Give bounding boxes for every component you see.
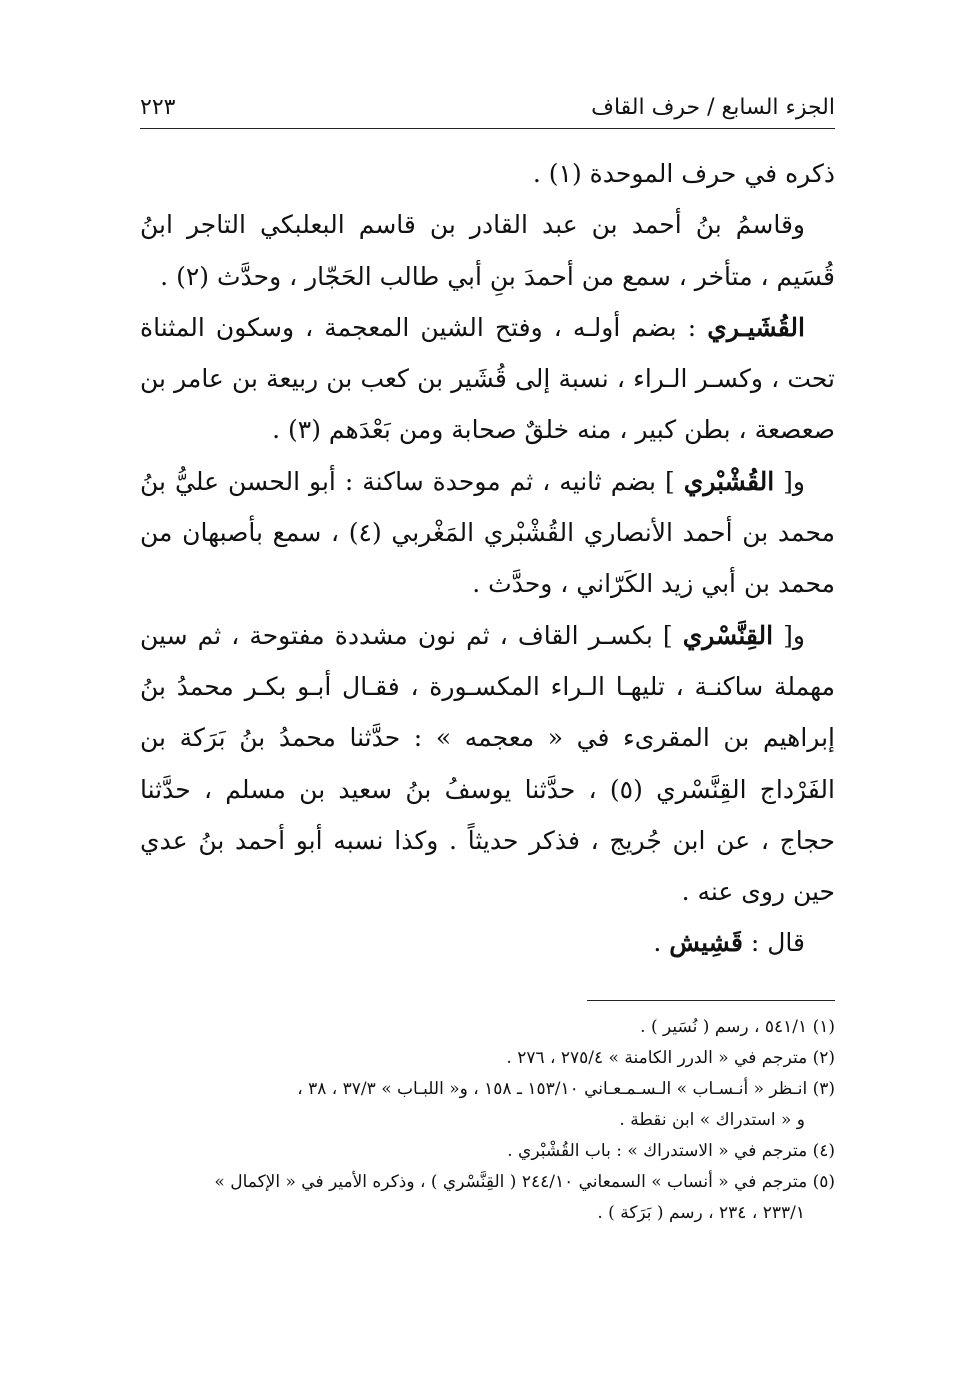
paragraph-4-text: ] بضم ثانيه ، ثم موحدة ساكنة : أبو الحسن عليُّ بنُ محمد بن أحمد الأنصاري القُشْبْري المَغْربي (٤) ، سمع بأصبهان من محمد بن أبي زيد الكَرّاني ، وحدَّث . <box>140 466 835 599</box>
running-header <box>140 80 835 120</box>
footnote-1: (١) ٥٤١/١ ، رسم ( نُسَير ) . <box>640 1017 835 1037</box>
paragraph-5-text: ] بكسـر القاف ، ثم نون مشددة مفتوحة ، ثم سين مهملة ساكنـة ، تليهـا الـراء المكسـورة ، فقـال أبـو بكـر محمدُ بنُ إبراهيم بن المقرىء في « معجمه » : حدَّثنا محمدُ بنُ بَرَكة بن الفَرْداج القِنَّسْري (٥) ، حدَّثنا يوسفُ بنُ سعيد بن مسلم ، حدَّثنا حجاج ، عن ابن جُريج ، فذكر حديثاً . وكذا نسبه أبو أحمد بنُ عدي حين روى عنه . <box>140 620 835 907</box>
paragraph-5 <box>140 610 835 918</box>
paragraph-3 <box>140 302 835 456</box>
footnote-3: (٣) انـظر « أنـسـاب » الـسـمـعـاني ١٥٣/١٠ ـ ١٥٨ ، و« اللبـاب » ٣٧/٣ ، ٣٨ ، <box>297 1079 835 1099</box>
page-number: ٢٢٣ <box>140 95 176 120</box>
paragraph-4 <box>140 456 835 610</box>
entry-heading-qashish: قَشِيش <box>669 928 743 958</box>
footnotes <box>140 1012 835 1229</box>
entry-heading-qushbri: القُشْبْري <box>683 466 775 496</box>
footnote-4: (٤) مترجم في « الاستدراك » : باب القُشْبْري . <box>507 1141 835 1161</box>
paragraph-3-text: : بضم أولـه ، وفتح الشين المعجمة ، وسكون المثناة تحت ، وكسـر الـراء ، نسبة إلى قُشَير بن كعب بن ربيعة بن عامر بن صعصعة ، بطن كبير ، منه خلقٌ صحابة ومن بَعْدَهم (٣) . <box>140 312 835 445</box>
footnote-3-continued: و « استدراك » ابن نقطة . <box>619 1110 805 1130</box>
footnote-rule <box>587 1000 835 1001</box>
footnote-5: (٥) مترجم في « أنساب » السمعاني ٢٤٤/١٠ ( القِنَّسْري ) ، وذكره الأمير في « الإكمال » <box>214 1172 835 1192</box>
paragraph-6 <box>140 917 835 968</box>
paragraph-2: وقاسمُ بنُ أحمد بن عبد القادر بن قاسم البعلبكي التاجر ابنُ قُسَيم ، متأخر ، سمع من أحمدَ بنِ أبي طالب الحَجّار ، وحدَّث (٢) . <box>140 210 835 291</box>
running-title: الجزء السابع / حرف القاف <box>591 95 835 120</box>
paragraph-6-tail: . <box>653 928 670 958</box>
bracket-open: و[ <box>774 466 805 496</box>
entry-heading-qinnasri: القِنَّسْري <box>682 620 774 650</box>
paragraph-6-lead: قال : <box>742 928 805 958</box>
paragraph-1: ذكره في حرف الموحدة (١) . <box>532 159 835 188</box>
entry-heading-qushayri: القُشَيـري <box>707 312 805 342</box>
header-rule <box>140 128 835 129</box>
bracket-open: و[ <box>773 620 805 650</box>
footnote-5-continued: ٢٣٣/١ ، ٢٣٤ ، رسم ( بَرَكة ) . <box>597 1203 805 1223</box>
main-text <box>140 148 835 969</box>
footnote-2: (٢) مترجم في « الدرر الكامنة » ٢٧٥/٤ ، ٢٧٦ . <box>506 1048 835 1068</box>
